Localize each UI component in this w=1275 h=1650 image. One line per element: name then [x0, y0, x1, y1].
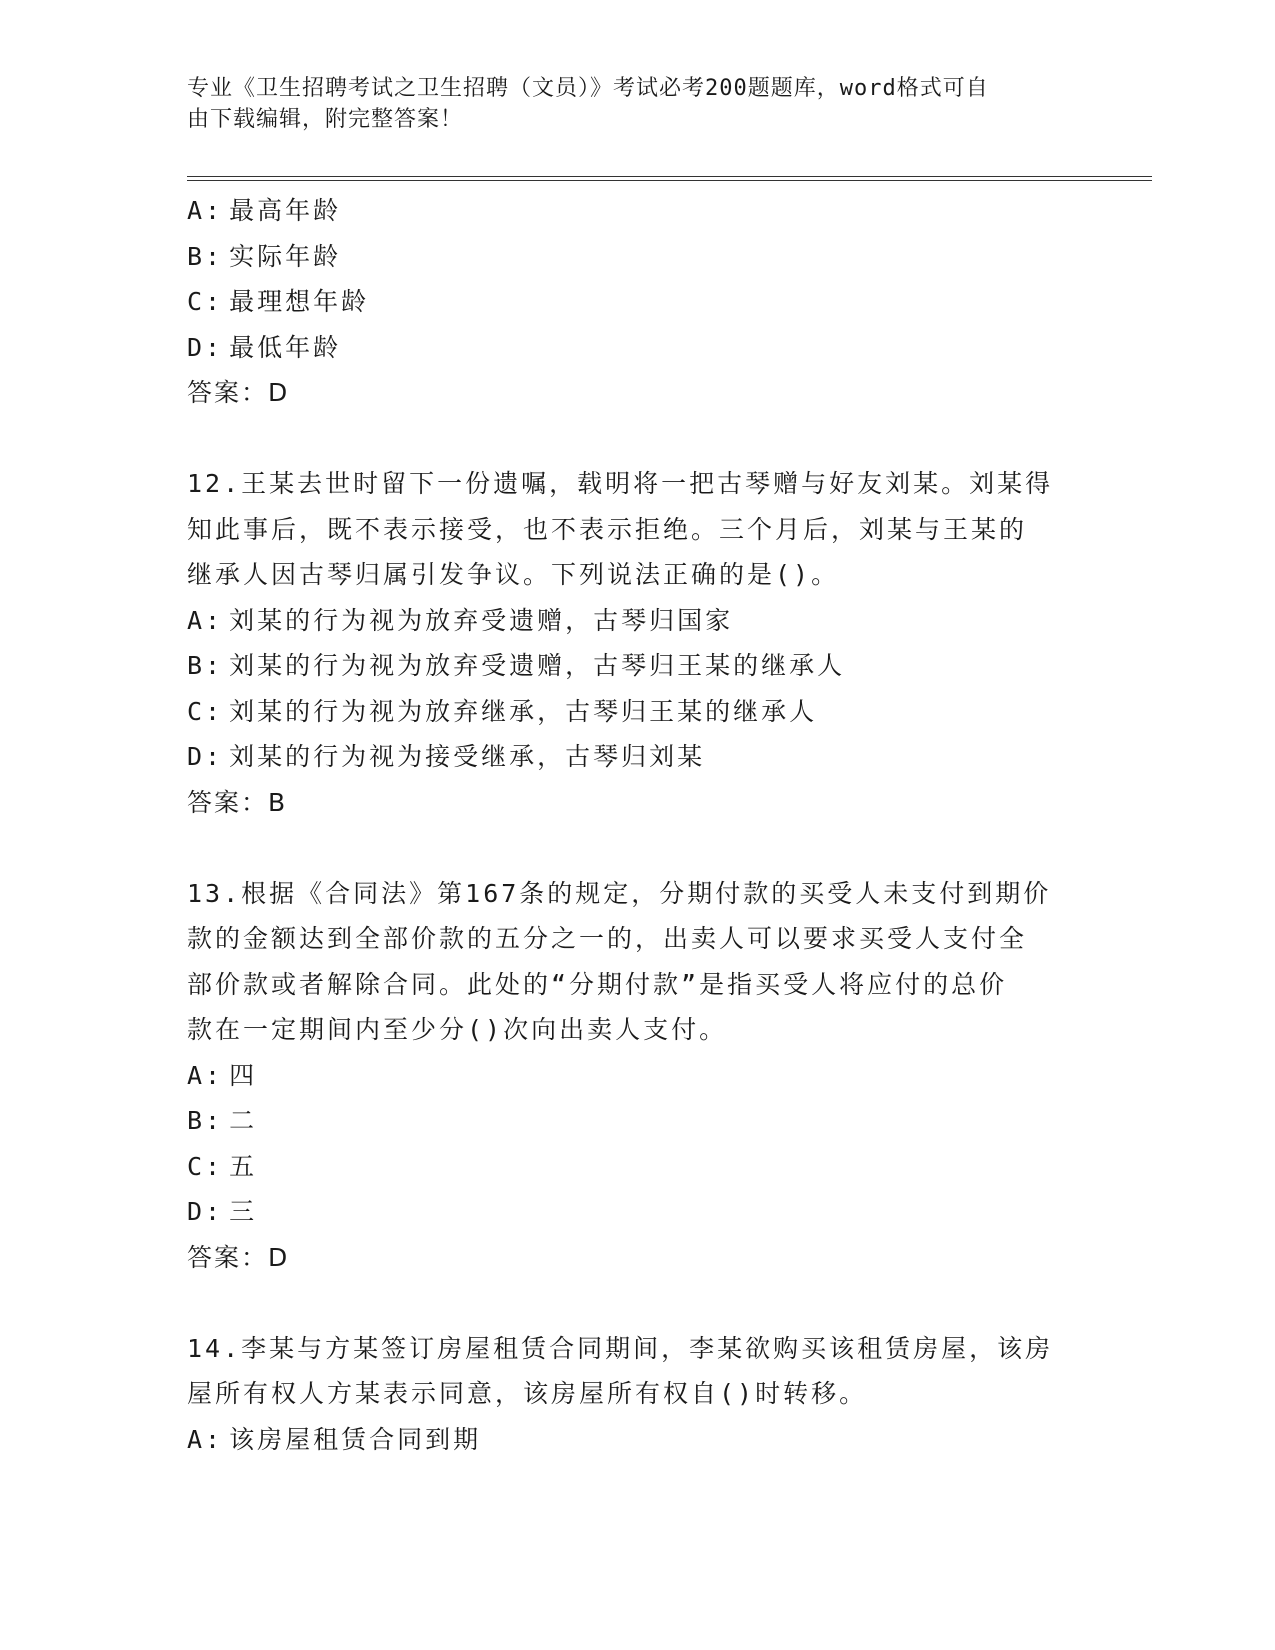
option-d — [187, 325, 1087, 371]
question-stem-line: 款在一定期间内至少分()次向出卖人支付。 — [187, 1015, 728, 1044]
header-line-2: 由下载编辑，附完整答案！ — [187, 107, 464, 132]
question-stem-line: 知此事后，既不表示接受，也不表示拒绝。三个月后，刘某与王某的 — [187, 514, 1028, 544]
question-14 — [187, 1326, 1087, 1463]
option-c — [187, 1144, 1087, 1190]
option-text: 实际年龄 — [229, 241, 342, 271]
option-text: 三 — [229, 1197, 258, 1226]
option-key: C: — [187, 287, 224, 316]
option-text: 最低年龄 — [229, 332, 342, 362]
header-line-1: 专业《卫生招聘考试之卫生招聘（文员）》考试必考200题题库，word格式可自 — [187, 76, 989, 101]
option-key: C: — [187, 1151, 224, 1181]
option-text: 刘某的行为视为放弃继承，古琴归王某的继承人 — [229, 696, 818, 726]
question-stem-line: 14.李某与方某签订房屋租赁合同期间，李某欲购买该租赁房屋，该房 — [187, 1333, 1054, 1363]
answer-line: 答案：D — [187, 378, 290, 407]
option-text: 五 — [229, 1151, 258, 1181]
spacer — [187, 825, 1087, 871]
option-text: 最理想年龄 — [229, 287, 370, 316]
question-stem-line: 13.根据《合同法》第167条的规定，分期付款的买受人未支付到期价 — [187, 878, 1052, 908]
header-divider — [187, 176, 1152, 181]
option-text: 该房屋租赁合同到期 — [229, 1424, 482, 1454]
question-stem-line: 部价款或者解除合同。此处的“分期付款”是指买受人将应付的总价 — [187, 969, 1008, 999]
option-key: A: — [187, 1060, 224, 1090]
option-key: A: — [187, 196, 224, 225]
option-key: A: — [187, 605, 224, 635]
spacer — [187, 416, 1087, 462]
option-b — [187, 643, 1087, 689]
question-stem-line: 屋所有权人方某表示同意，该房屋所有权自()时转移。 — [187, 1379, 868, 1408]
option-key: D: — [187, 1197, 224, 1226]
option-key: B: — [187, 1106, 224, 1135]
option-key: B: — [187, 241, 224, 271]
option-d — [187, 1189, 1087, 1235]
question-stem-line: 款的金额达到全部价款的五分之一的，出卖人可以要求买受人支付全 — [187, 924, 1028, 953]
option-text: 最高年龄 — [229, 196, 342, 225]
document-header — [187, 73, 1067, 135]
option-a — [187, 188, 1087, 234]
option-text: 刘某的行为视为接受继承，古琴归刘某 — [229, 742, 706, 771]
question-12 — [187, 461, 1087, 825]
option-key: D: — [187, 742, 224, 771]
question-13 — [187, 871, 1087, 1281]
option-a — [187, 1053, 1087, 1099]
option-b — [187, 234, 1087, 280]
answer-line: 答案：D — [187, 1242, 290, 1272]
option-a — [187, 598, 1087, 644]
option-key: A: — [187, 1424, 224, 1454]
option-c — [187, 279, 1087, 325]
option-text: 刘某的行为视为放弃受遗赠，古琴归王某的继承人 — [229, 651, 846, 680]
option-a — [187, 1417, 1087, 1463]
option-key: D: — [187, 332, 224, 362]
option-d — [187, 734, 1087, 780]
option-key: C: — [187, 696, 224, 726]
option-c — [187, 689, 1087, 735]
question-11 — [187, 188, 1087, 416]
answer-line: 答案：B — [187, 787, 288, 817]
spacer — [187, 1280, 1087, 1326]
option-text: 四 — [229, 1060, 258, 1090]
question-stem-line: 继承人因古琴归属引发争议。下列说法正确的是()。 — [187, 560, 840, 589]
option-text: 二 — [229, 1106, 258, 1135]
option-key: B: — [187, 651, 224, 680]
question-stem-line: 12.王某去世时留下一份遗嘱，载明将一把古琴赠与好友刘某。刘某得 — [187, 469, 1054, 498]
option-b — [187, 1098, 1087, 1144]
question-content — [187, 188, 1087, 1462]
option-text: 刘某的行为视为放弃受遗赠，古琴归国家 — [229, 605, 734, 635]
